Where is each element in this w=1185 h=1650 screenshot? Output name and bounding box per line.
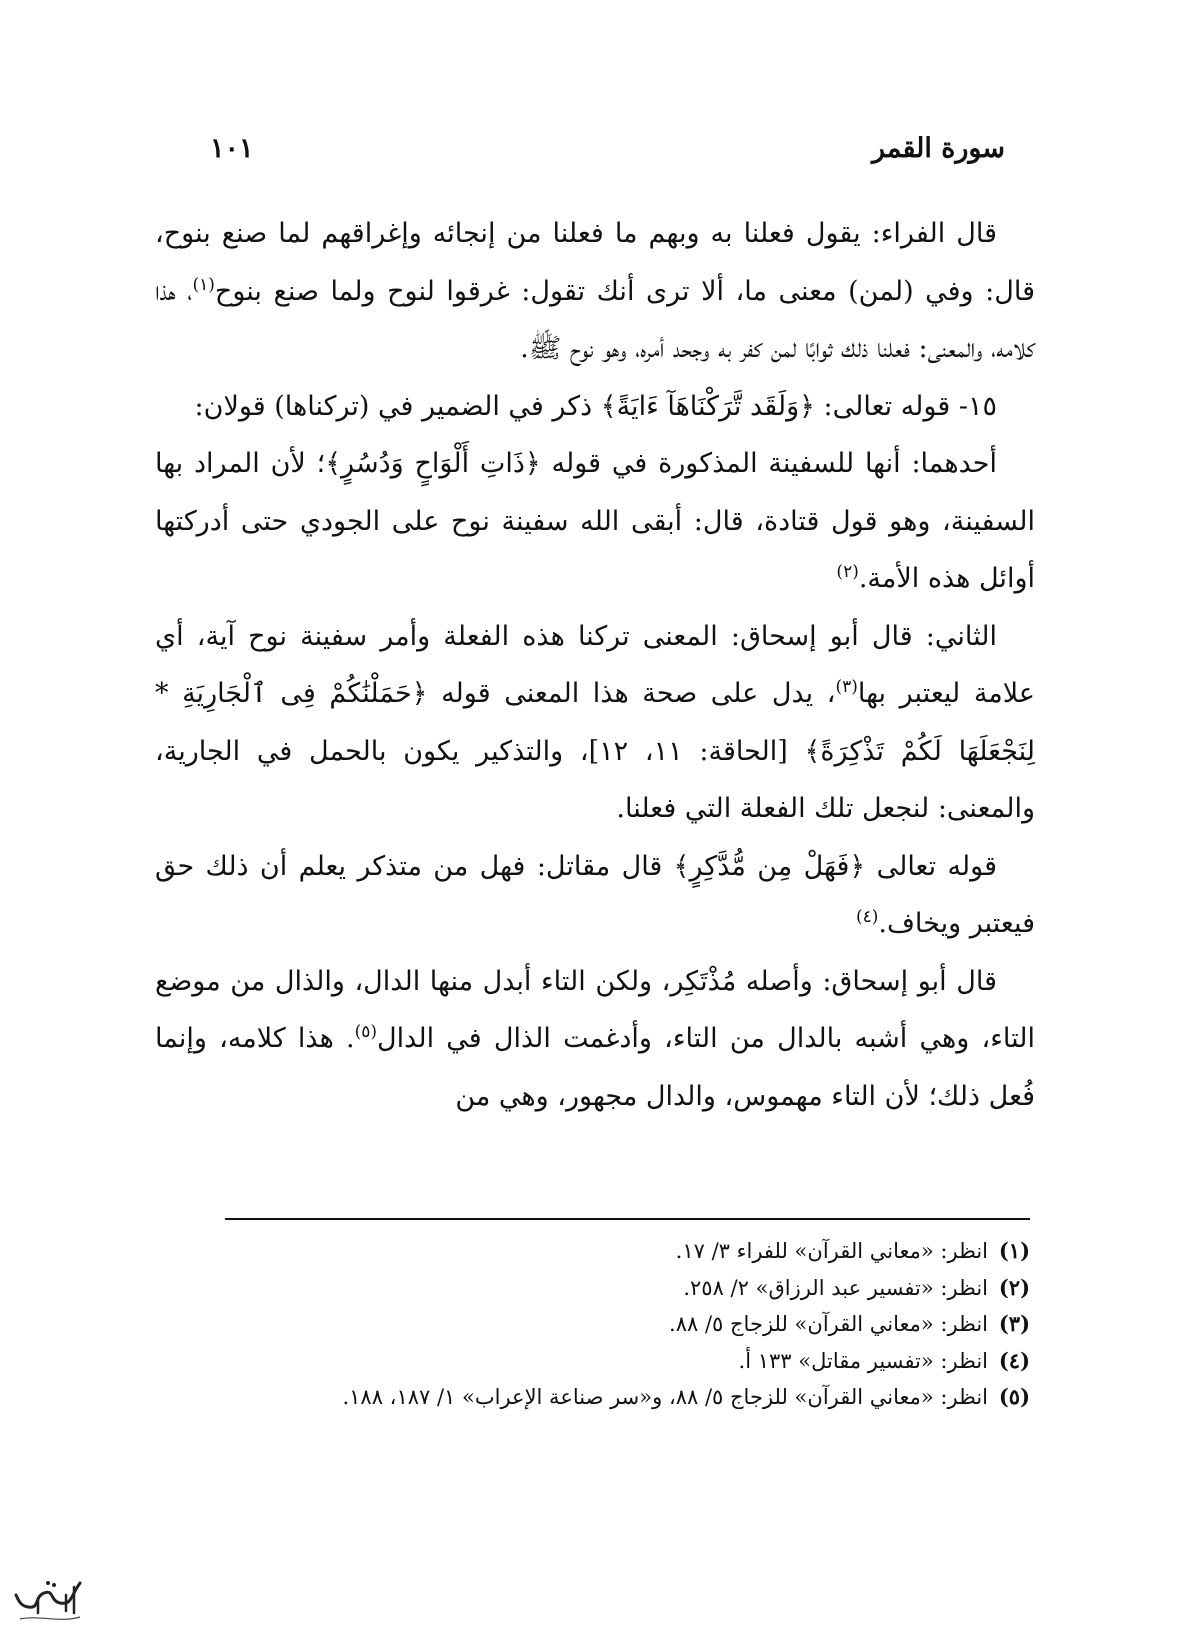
footnote-number: (٥) xyxy=(998,1384,1030,1409)
footnote-text: انظر: «معاني القرآن» للزجاج ٥/ ٨٨، و«سر صناعة الإعراب» ١/ ١٨٧، ١٨٨. xyxy=(342,1385,988,1409)
footnote-text: انظر: «تفسير عبد الرزاق» ٢/ ٢٥٨. xyxy=(683,1275,988,1300)
surah-title: سورة القمر xyxy=(871,132,1005,164)
main-text xyxy=(155,205,1035,1125)
paragraph: قال أبو إسحاق: وأصله مُذْتَكِر، ولكن التاء أبدل منها الدال، والذال من موضع التاء، وهي أشبه بالدال من التاء، وأدغمت الذال في الدال$^{(٥)}$. هذا كلامه، وإنما فُعل ذلك؛ لأن التاء مهموس، والدال مجهور، وهي من xyxy=(155,965,1035,1112)
footnote-number: (٣) xyxy=(998,1311,1030,1336)
footnote-ref[interactable]: (٣) xyxy=(835,677,858,697)
footnote-ref[interactable]: (١) xyxy=(192,274,215,295)
footnote-ref[interactable]: (٥) xyxy=(354,1022,378,1042)
footnote-number: (٤) xyxy=(998,1347,1030,1373)
footnotes xyxy=(150,1233,1030,1416)
footnote-text: انظر: «معاني القرآن» للزجاج ٥/ ٨٨. xyxy=(669,1312,988,1336)
footnote-text: انظر: «تفسير مقاتل» ١٣٣ أ. xyxy=(738,1348,988,1373)
page-header xyxy=(210,128,1005,168)
footnote xyxy=(150,1270,1030,1307)
footnote-text: انظر: «معاني القرآن» للفراء ٣/ ١٧. xyxy=(675,1239,988,1263)
paragraph: أحدهما: أنها للسفينة المذكورة في قوله ﴿ذَاتِ أَلْوَاحٍ وَدُسُرٍ﴾؛ لأن المراد بها السفينة، وهو قول قتادة، قال: أبقى الله سفينة نوح على الجودي حتى أدركتها أوائل هذه الأمة.$^{(٢)}$ xyxy=(155,448,1035,594)
footnote-ref[interactable]: (٢) xyxy=(836,562,859,582)
footnote-ref[interactable]: (٤) xyxy=(855,907,879,927)
paragraph: قوله تعالى ﴿فَهَلْ مِن مُّدَّكِرٍ﴾ قال مقاتل: فهل من متذكر يعلم أن ذلك حق فيعتبر ويخاف.$^{(٤)}$ xyxy=(155,850,1035,939)
footnote xyxy=(150,1343,1030,1380)
footnote xyxy=(150,1306,1030,1343)
footnote-number: (١) xyxy=(998,1238,1030,1263)
paragraph: ١٥- قوله تعالى: ﴿وَلَقَد تَّرَكْنَاهَآ ءَايَةً﴾ ذكر في الضمير في (تركناها) قولان: xyxy=(194,390,997,422)
publisher-logo-icon xyxy=(10,1575,86,1627)
paragraph: قال الفراء: يقول فعلنا به وبهم ما فعلنا من إنجائه وإغراقهم لما صنع بنوح، قال: وفي (لمن) معنى ما، ألا ترى أنك تقول: غرقوا لنوح ولما صنع بنوح$^{(١)}$، هذا كلامه، والمعنى: فعلنا ذلك ثوابًا لمن كفر به وجحد أمره، وهو نوح ﷺ. xyxy=(155,218,1035,364)
footnote-number: (٢) xyxy=(998,1274,1030,1300)
paragraph: الثاني: قال أبو إسحاق: المعنى تركنا هذه الفعلة وأمر سفينة نوح آية، أي علامة ليعتبر بها$^{(٣)}$، يدل على صحة هذا المعنى قوله ﴿حَمَلْنَٰكُمْ فِى ٱلْجَارِيَةِ * لِنَجْعَلَهَا لَكُمْ تَذْكِرَةً﴾ [الحاقة: ١١، ١٢]، والتذكير يكون بالحمل في الجارية، والمعنى: لنجعل تلك الفعلة التي فعلنا. xyxy=(155,620,1036,824)
footnote-divider xyxy=(225,1218,1030,1220)
footnote xyxy=(150,1233,1030,1270)
page-number: ١٠١ xyxy=(210,132,254,164)
footnote xyxy=(150,1379,1030,1416)
